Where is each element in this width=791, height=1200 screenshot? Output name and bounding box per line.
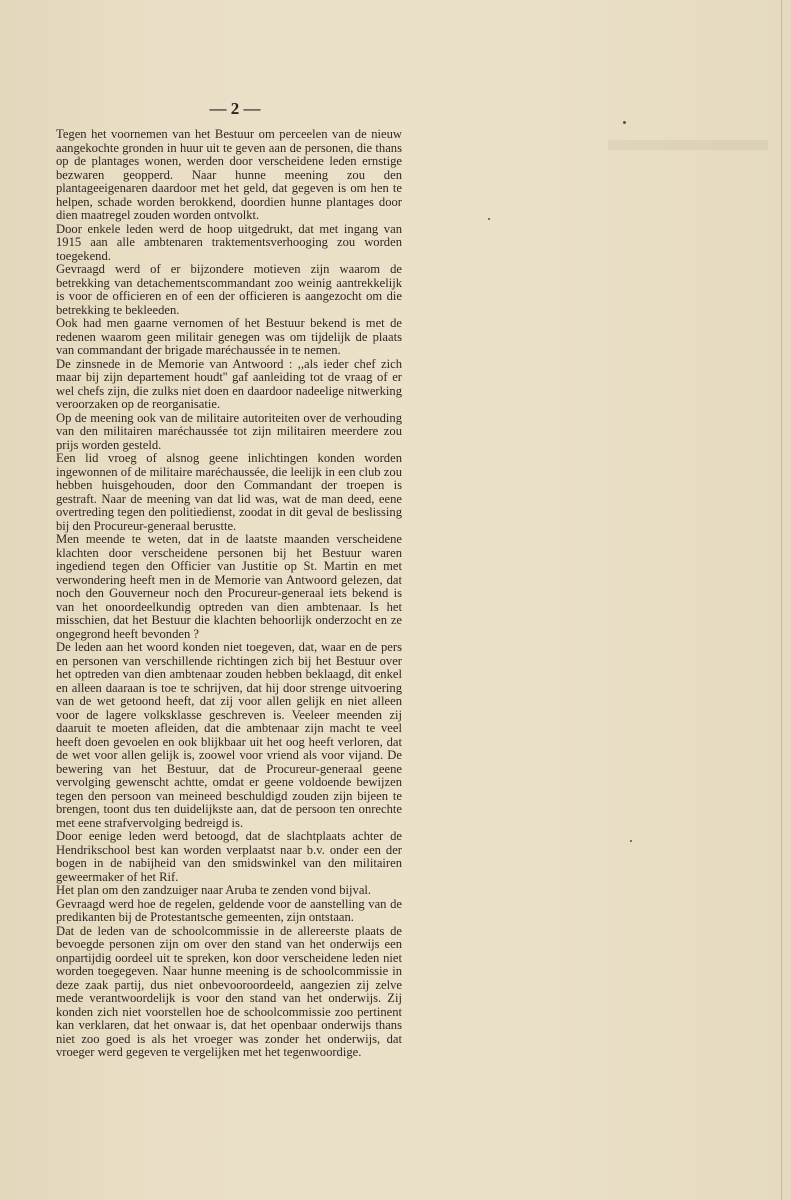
paragraph: Door eenige leden werd betoogd, dat de slachtplaats achter de Hendrikschool best kan worden verplaatst naar b.v. onder een der bogen in de nabijheid van den smidswinkel van den militairen geweermaker of het Rif. — [56, 829, 402, 884]
paragraph: Dat de leden van de schoolcommissie in de allereerste plaats de bevoegde personen zijn om over den stand van het onderwijs een onpartijdig oordeel uit te spreken, kon door verscheidene leden niet worden toegegeven. Naar hunne meening is de schoolcommissie in deze zaak partij, dus niet onbevooroordeeld, aangezien zij zelve mede verantwoordelijk is voor den stand van het onderwijs. Zij konden zich niet voorstellen hoe de schoolcommissie zoo pertinent kan verklaren, dat het onwaar is, dat het openbaar onderwijs thans niet zoo goed is als het vroeger was zonder het onderwijs, dat vroeger werd gegeven te vergelijken met het tegenwoordige. — [56, 923, 402, 1059]
paragraph: De leden aan het woord konden niet toegeven, dat, waar en de pers en personen van verschillende richtingen zich bij het Bestuur over het optreden van dien ambtenaar zouden hebben beklaagd, dit enkel en alleen daaraan is toe te schrijven, dat hij door strenge uitvoering van de wet getoond heeft, dat zij voor allen gelijk en niet alleen voor de lagere volksklasse geschreven is. Veeleer meenden zij daaruit te moeten afleiden, dat die ambtenaar zijn macht te veel heeft doen gevoelen en ook blijkbaar uit het oog heeft verloren, dat de wet voor allen gelijk is, zoowel voor vriend als voor vijand. De bewering van het Bestuur, dat de Procureur-generaal geene vervolging gewenscht achtte, omdat er geene voldoende bewijzen tegen den persoon van meineed beschuldigd zouden zijn bijeen te brengen, toont dus ten duidelijkste aan, dat de persoon ten onrechte met eene strafvervolging bedreigd is. — [56, 640, 402, 830]
paragraph: Tegen het voornemen van het Bestuur om perceelen van de nieuw aangekochte gronden in huur uit te geven aan de personen, die thans op de plantages wonen, werden door verscheidene leden ernstige bezwaren geopperd. Naar hunne meening zou den plantageeigenaren daardoor met het geld, dat gegeven is om hen te helpen, schade worden berokkend, doordien hunne plantages door dien maatregel zouden worden ontvolkt. — [56, 127, 402, 222]
paragraph: Ook had men gaarne vernomen of het Bestuur bekend is met de redenen waarom geen militair genegen was om tijdelijk de plaats van commandant der brigade maréchaussée in te nemen. — [56, 316, 402, 357]
page-edge — [781, 0, 782, 1200]
paragraph: Het plan om den zandzuiger naar Aruba te zenden vond bijval. — [56, 883, 372, 897]
paragraph: Gevraagd werd hoe de regelen, geldende voor de aanstelling van de predikanten bij de Protestantsche gemeenten, zijn ontstaan. — [56, 896, 402, 924]
paragraph: Gevraagd werd of er bijzondere motieven zijn waarom de betrekking van detachementscommandant zoo weinig aantrekkelijk is voor de officieren en of een der officieren is aangezocht om die betrekking te bekleeden. — [56, 262, 402, 317]
ink-speck — [623, 121, 626, 124]
bleed-through-mark — [608, 140, 768, 150]
ink-speck — [488, 218, 490, 220]
paragraph: Door enkele leden werd de hoop uitgedrukt, dat met ingang van 1915 aan alle ambtenaren traktementsverhooging zou worden toegekend. — [56, 221, 402, 263]
page-number: — 2 — — [209, 99, 261, 118]
paragraph: Op de meening ook van de militaire autoriteiten over de verhouding van den militairen maréchaussée tot zijn militairen meerdere zou prijs worden gesteld. — [56, 410, 402, 452]
paragraph: De zinsnede in de Memorie van Antwoord : ,,als ieder chef zich maar bij zijn departement houdt'' gaf aanleiding tot de vraag of er wel chefs zijn, die zulks niet doen en daardoor nadeelige nitwerking veroorzaken op de reorganisatie. — [56, 356, 402, 411]
body-text — [56, 128, 402, 1060]
ink-speck — [630, 840, 632, 842]
paragraph: Een lid vroeg of alsnog geene inlichtingen konden worden ingewonnen of de militaire maréchaussée, die leelijk in een club zou hebben huisgehouden, door den Commandant der troepen is gestraft. Naar de meening van dat lid was, wat de man deed, eene overtreding tegen den politiedienst, zoodat in dit geval de beslissing bij den Procureur-generaal berustte. — [56, 451, 402, 533]
paragraph: Men meende te weten, dat in de laatste maanden verscheidene klachten door verscheidene personen bij het Bestuur waren ingediend tegen den Officier van Justitie op St. Martin en met verwondering heeft men in de Memorie van Antwoord gelezen, dat noch den Gouverneur noch den Procureur-generaal iets bekend is van het onoordeelkundig optreden van dien ambtenaar. Is het misschien, dat het Bestuur die klachten behoorlijk onderzocht en ze ongegrond heeft bevonden ? — [56, 532, 402, 641]
